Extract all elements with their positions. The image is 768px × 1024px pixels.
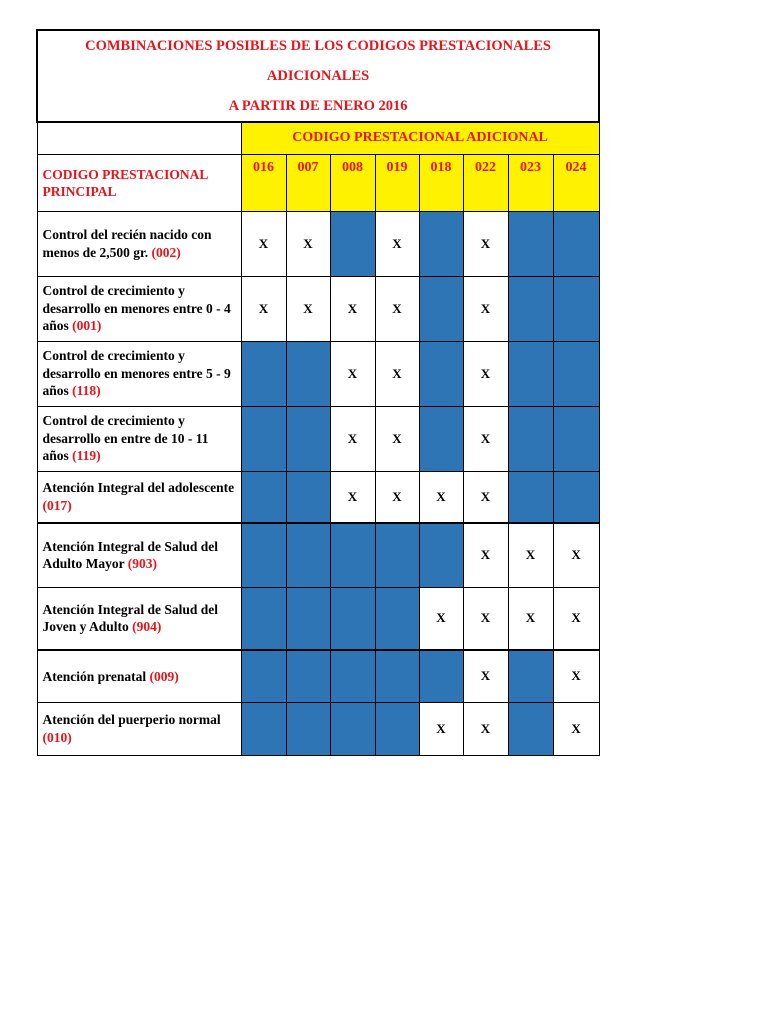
mark-cell: X [241, 211, 286, 276]
title-line-1: COMBINACIONES POSIBLES DE LOS CODIGOS PRESTACIONALES ADICIONALES [85, 38, 551, 84]
code-header-007: 007 [286, 154, 330, 211]
blocked-cell [330, 211, 375, 276]
table-title [37, 30, 599, 122]
blocked-cell [419, 523, 463, 587]
table-row [37, 587, 599, 650]
row-label-text: Control de crecimiento y desarrollo en entre de 10 - 11 años [42, 413, 209, 464]
row-label-text: Atención del puerperio normal [42, 712, 221, 727]
mark-cell: X [375, 276, 419, 341]
blocked-cell [508, 211, 553, 276]
blocked-cell [419, 406, 463, 471]
mark-cell: X [463, 587, 508, 650]
code-header-016: 016 [241, 154, 286, 211]
blocked-cell [286, 341, 330, 406]
row-code: (001) [72, 318, 102, 334]
blocked-cell [241, 587, 286, 650]
mark-cell: X [375, 341, 419, 406]
mark-cell: X [463, 702, 508, 755]
blocked-cell [286, 650, 330, 702]
row-label [37, 587, 241, 650]
title-line-2: A PARTIR DE ENERO 2016 [228, 98, 408, 114]
row-label-text: Atención Integral del adolescente [42, 480, 235, 496]
blocked-cell [241, 523, 286, 587]
blocked-cell [286, 587, 330, 650]
row-label-text: Control de crecimiento y desarrollo en menores entre 5 - 9 años [42, 348, 231, 399]
table-row [37, 211, 599, 276]
mark-cell: X [286, 211, 330, 276]
blocked-cell [330, 523, 375, 587]
mark-cell: X [419, 587, 463, 650]
blocked-cell [419, 211, 463, 276]
blocked-cell [553, 276, 599, 341]
blocked-cell [375, 650, 419, 702]
mark-cell: X [553, 587, 599, 650]
blocked-cell [508, 276, 553, 341]
mark-cell: X [463, 276, 508, 341]
mark-cell: X [330, 276, 375, 341]
code-header-008: 008 [330, 154, 375, 211]
row-code: (118) [72, 383, 101, 399]
row-label [37, 523, 241, 587]
mark-cell: X [553, 702, 599, 755]
blocked-cell [419, 650, 463, 702]
blocked-cell [241, 471, 286, 523]
row-label-text: Atención prenatal [42, 668, 150, 684]
row-label-text: Atención Integral de Salud del Adulto Mayor [42, 538, 219, 572]
blocked-cell [508, 406, 553, 471]
mark-cell: X [463, 211, 508, 276]
row-code: (903) [127, 556, 158, 572]
mark-cell: X [330, 406, 375, 471]
blocked-cell [375, 702, 419, 755]
row-label [37, 650, 241, 702]
row-code: (017) [42, 497, 72, 513]
blocked-cell [419, 276, 463, 341]
mark-cell: X [553, 650, 599, 702]
code-header-023: 023 [508, 154, 553, 211]
row-label [37, 341, 241, 406]
blocked-cell [553, 341, 599, 406]
mark-cell: X [463, 341, 508, 406]
blocked-cell [375, 523, 419, 587]
blocked-cell [553, 406, 599, 471]
table-row [37, 341, 599, 406]
row-label [37, 211, 241, 276]
row-label [37, 702, 241, 755]
table-row [37, 650, 599, 702]
row-label-text: Control del recién nacido con menos de 2,500 gr. [42, 227, 212, 260]
row-label-text: Control de crecimiento y desarrollo en menores entre 0 - 4 años [42, 283, 231, 334]
row-code: (002) [151, 244, 181, 260]
row-label-text: Atención Integral de Salud del Joven y Adulto [42, 601, 219, 635]
principal-header: CODIGO PRESTACIONAL PRINCIPAL [37, 154, 241, 211]
mark-cell: X [419, 702, 463, 755]
blocked-cell [419, 341, 463, 406]
mark-cell: X [330, 341, 375, 406]
code-header-018: 018 [419, 154, 463, 211]
blocked-cell [286, 523, 330, 587]
row-code: (009) [149, 668, 179, 684]
row-code: (119) [72, 448, 101, 464]
blank-header-cell [37, 122, 241, 154]
mark-cell: X [508, 523, 553, 587]
mark-cell: X [375, 211, 419, 276]
table-row [37, 523, 599, 587]
blocked-cell [553, 471, 599, 523]
blocked-cell [553, 211, 599, 276]
mark-cell: X [463, 406, 508, 471]
mark-cell: X [375, 406, 419, 471]
code-header-019: 019 [375, 154, 419, 211]
blocked-cell [508, 650, 553, 702]
adicional-header: CODIGO PRESTACIONAL ADICIONAL [241, 122, 599, 154]
table-row [37, 702, 599, 755]
row-code: (904) [132, 619, 162, 635]
table-row [37, 276, 599, 341]
row-label [37, 276, 241, 341]
blocked-cell [508, 471, 553, 523]
blocked-cell [241, 341, 286, 406]
mark-cell: X [463, 471, 508, 523]
blocked-cell [241, 650, 286, 702]
code-header-022: 022 [463, 154, 508, 211]
row-label [37, 406, 241, 471]
mark-cell: X [241, 276, 286, 341]
mark-cell: X [419, 471, 463, 523]
blocked-cell [508, 702, 553, 755]
blocked-cell [375, 587, 419, 650]
blocked-cell [286, 471, 330, 523]
mark-cell: X [286, 276, 330, 341]
blocked-cell [241, 702, 286, 755]
mark-cell: X [330, 471, 375, 523]
combinations-table [36, 29, 600, 756]
code-header-024: 024 [553, 154, 599, 211]
mark-cell: X [463, 523, 508, 587]
table-row [37, 406, 599, 471]
mark-cell: X [463, 650, 508, 702]
blocked-cell [508, 341, 553, 406]
blocked-cell [286, 702, 330, 755]
blocked-cell [330, 587, 375, 650]
table-row [37, 471, 599, 523]
row-label [37, 471, 241, 523]
blocked-cell [330, 650, 375, 702]
blocked-cell [286, 406, 330, 471]
mark-cell: X [375, 471, 419, 523]
mark-cell: X [553, 523, 599, 587]
blocked-cell [330, 702, 375, 755]
mark-cell: X [508, 587, 553, 650]
row-code: (010) [42, 729, 72, 745]
blocked-cell [241, 406, 286, 471]
